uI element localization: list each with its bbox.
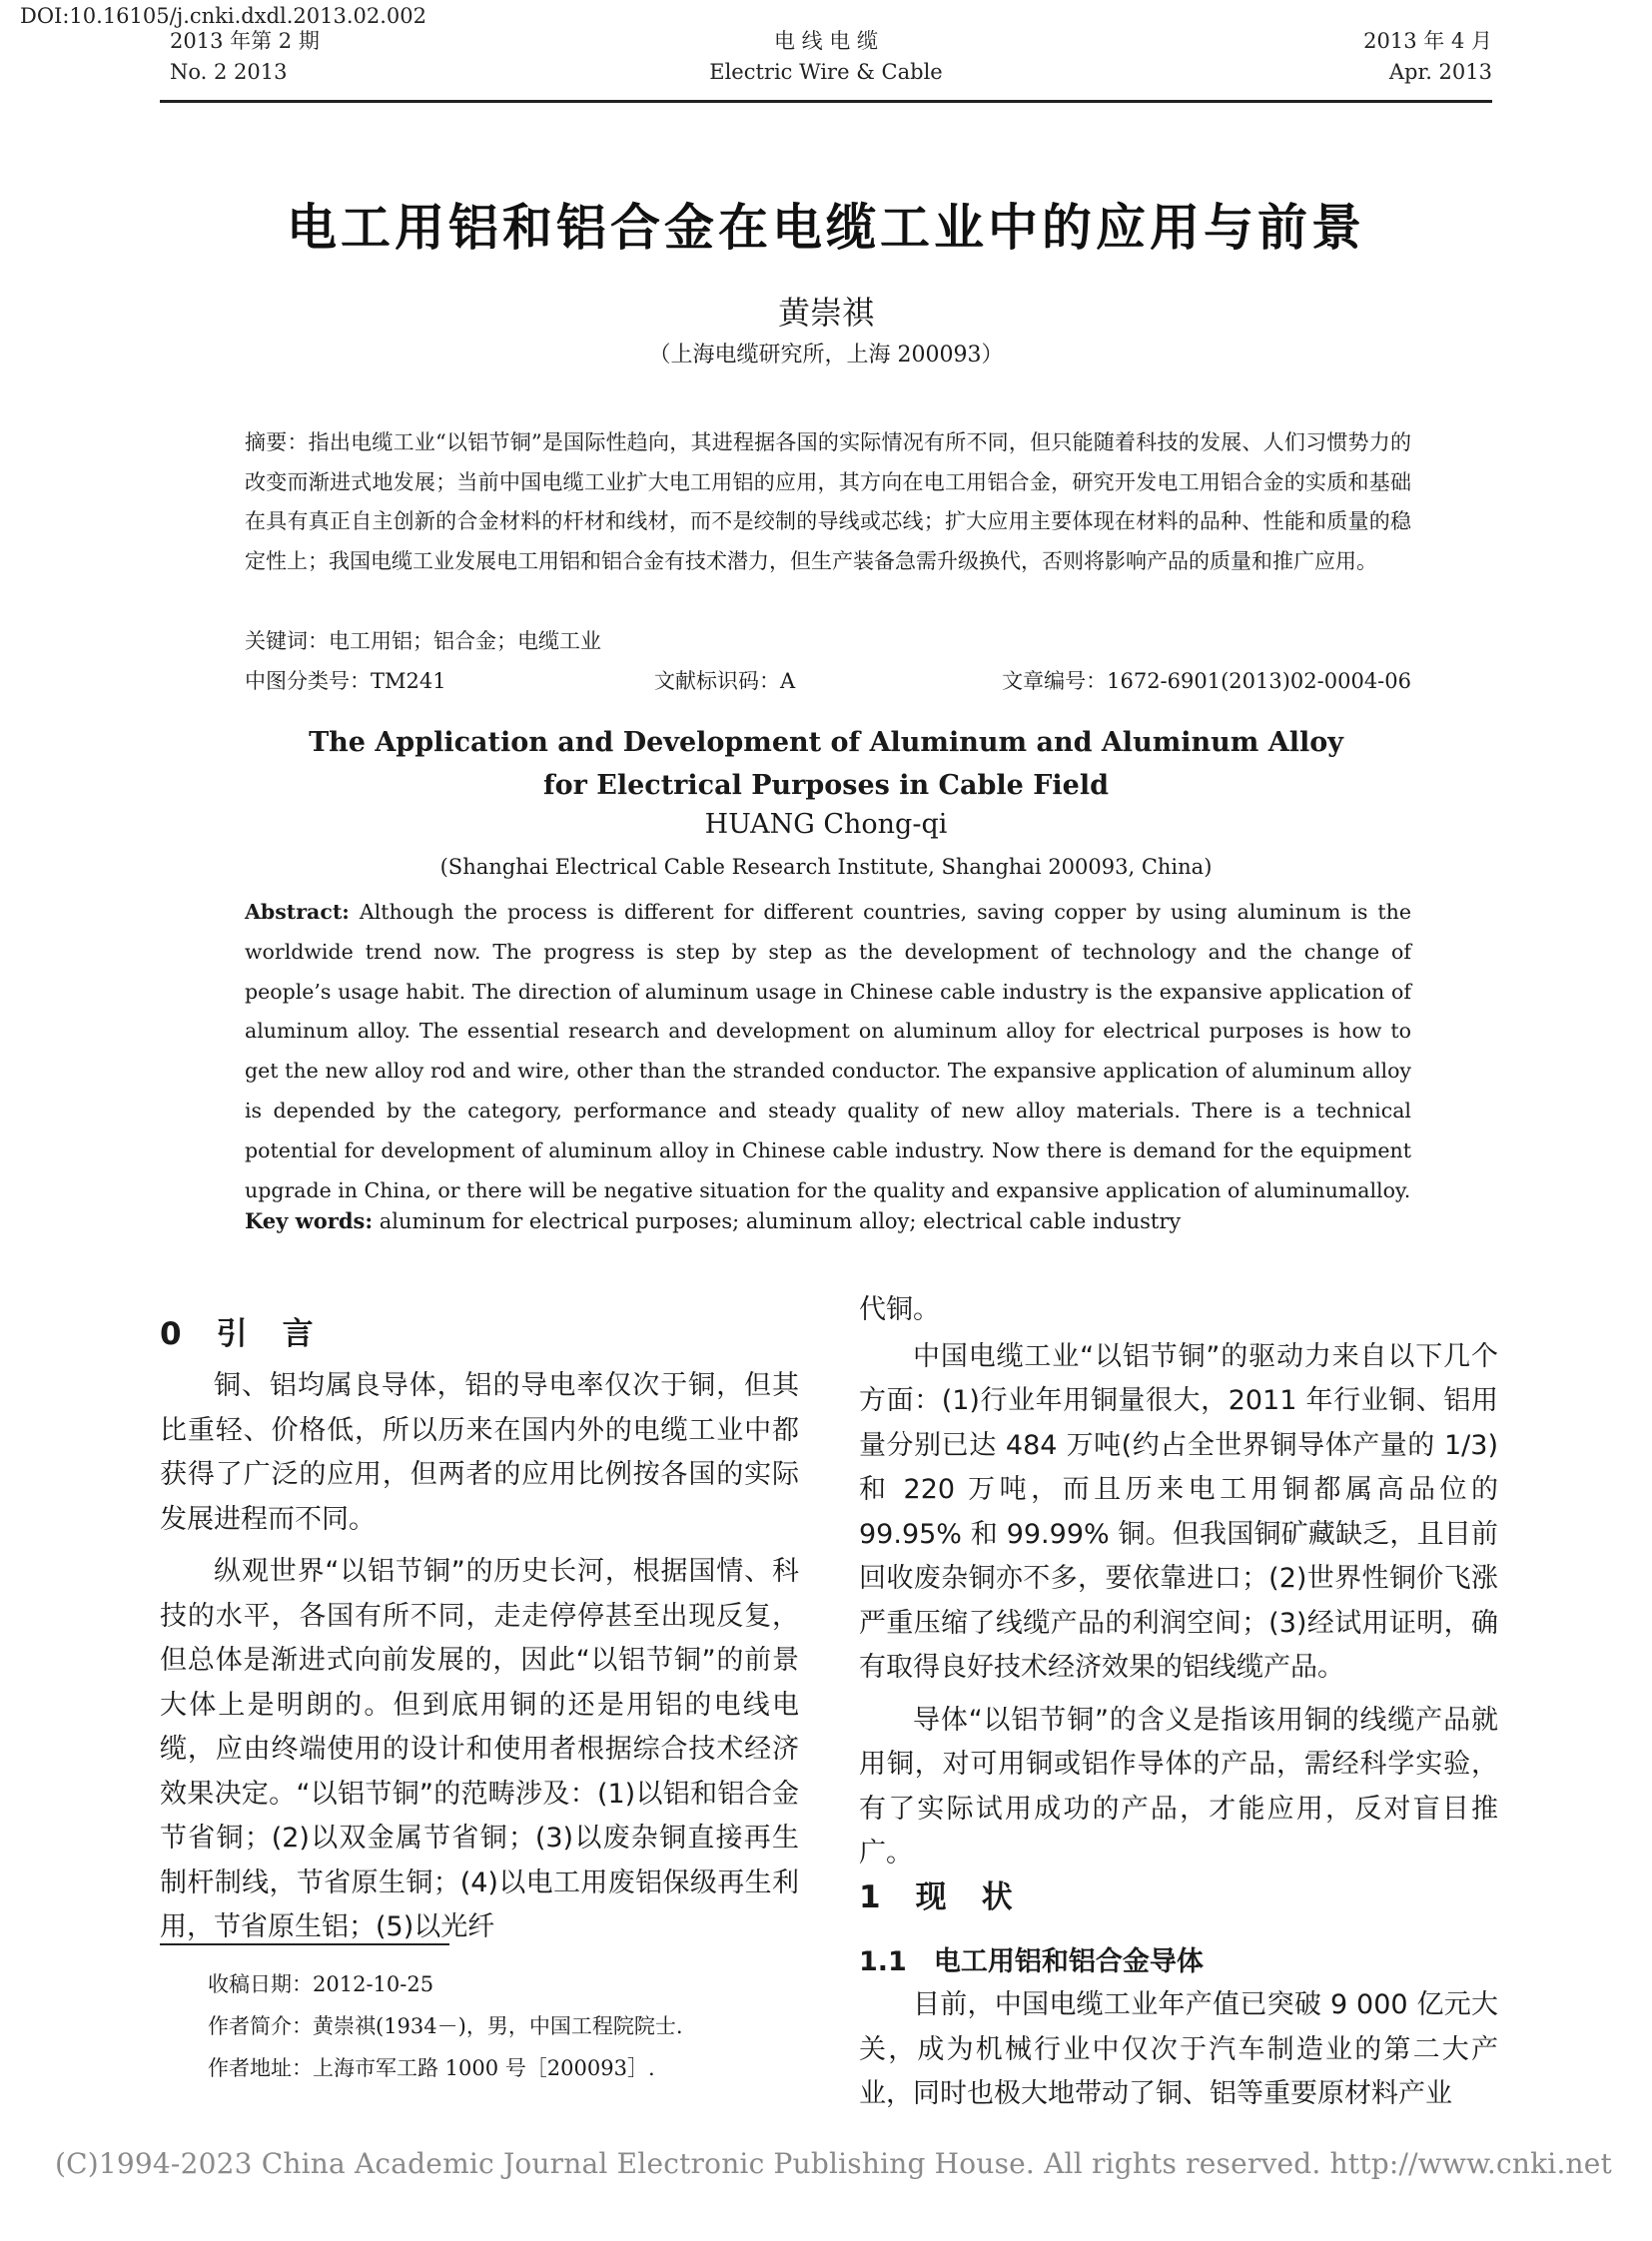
affiliation-cn: （上海电缆研究所，上海 200093） bbox=[648, 343, 1004, 368]
keywords-en-text: aluminum for electrical purposes; aluminum alloy; electrical cable industry bbox=[373, 1209, 1182, 1233]
copyright-watermark: (C)1994-2023 China Academic Journal Electronic Publishing House. All rights reserved. http://www.cnki.net bbox=[55, 2147, 1613, 2180]
abstract-en-label: Abstract: bbox=[245, 900, 350, 924]
paper-title-en-line2: for Electrical Purposes in Cable Field bbox=[543, 770, 1109, 801]
header-journal-cn: 电 线 电 缆 bbox=[773, 29, 879, 53]
author-en: HUANG Chong-qi bbox=[704, 809, 948, 840]
footnote-author-address: 作者地址：上海市军工路 1000 号［200093］. bbox=[208, 2056, 655, 2080]
paper-title-en bbox=[160, 721, 1492, 807]
subsection-1-1-heading: 1.1 电工用铝和铝合金导体 bbox=[859, 1946, 1204, 1977]
keywords-cn: 关键词：电工用铝；铝合金；电缆工业 bbox=[245, 629, 601, 653]
abstract-cn bbox=[245, 423, 1411, 581]
footnote-divider bbox=[160, 1943, 449, 1945]
section-1-heading: 1 现 状 bbox=[859, 1879, 1015, 1915]
clc-number: 中图分类号：TM241 bbox=[245, 669, 446, 693]
left-paragraph-2: 纵观世界“以铝节铜”的历史长河，根据国情、科技的水平，各国有所不同，走走停停甚至出现反复，但总体是渐进式向前发展的，因此“以铝节铜”的前景大体上是明朗的。但到底用铜的还是用铝的电线电缆，应由终端使用的设计和使用者根据综合技术经济效果决定。“以铝节铜”的范畴涉及：(1)以铝和铝合金节省铜；(2)以双金属节省铜；(3)以废杂铜直接再生制杆制线，节省原生铜；(4)以电工用废铝保级再生利用，节省原生铝；(5)以光纤 bbox=[160, 1556, 799, 1942]
paper-title-en-line1: The Application and Development of Aluminum and Aluminum Alloy bbox=[309, 727, 1343, 758]
header-journal-en: Electric Wire & Cable bbox=[709, 60, 943, 84]
header-issue bbox=[170, 26, 320, 88]
section-0-heading: 0 引 言 bbox=[160, 1316, 316, 1352]
right-paragraph-1: 代铜。 bbox=[859, 1294, 940, 1325]
header-date-cn: 2013 年 4 月 bbox=[1363, 29, 1492, 53]
abstract-en bbox=[245, 893, 1411, 1210]
right-paragraph-2: 中国电缆工业“以铝节铜”的驱动力来自以下几个方面：(1)行业年用铜量很大，2011 年行业铜、铝用量分别已达 484 万吨(约占全世界铜导体产量的 1/3)和 220 万吨，而且历来电工用铜都属高品位的 99.95% 和 99.99% 铜。但我国铜矿藏缺乏，且目前回收废杂铜亦不多，要依靠进口；(2)世界性铜价飞涨严重压缩了线缆产品的利润空间；(3)经试用证明，确有取得良好技术经济效果的铝线缆产品。 bbox=[859, 1340, 1498, 1683]
right-column-continued bbox=[859, 1983, 1498, 2117]
doi: DOI:10.16105/j.cnki.dxdl.2013.02.002 bbox=[20, 4, 427, 28]
right-column bbox=[859, 1288, 1498, 1876]
header-journal bbox=[626, 26, 1026, 88]
header-date bbox=[1363, 26, 1492, 88]
footnote-author-bio: 作者简介：黄崇祺(1934－)，男，中国工程院院士. bbox=[208, 2014, 683, 2038]
affiliation-en: (Shanghai Electrical Cable Research Institute, Shanghai 200093, China) bbox=[439, 855, 1213, 879]
doc-code: 文献标识码：A bbox=[654, 669, 796, 693]
right-paragraph-4: 目前，中国电缆工业年产值已突破 9 000 亿元大关，成为机械行业中仅次于汽车制造业的第二大产业，同时也极大地带动了铜、铝等重要原材料产业 bbox=[859, 1989, 1498, 2109]
article-number: 文章编号：1672-6901(2013)02-0004-06 bbox=[1002, 669, 1411, 693]
abstract-en-text: Although the process is different for different countries, saving copper by using aluminum is the worldwide trend now. The progress is step by step as the development of technology and the change of people’s usage habit. The direction of aluminum usage in Chinese cable industry is the expansive application of aluminum alloy. The essential research and development on aluminum alloy for electrical purposes is how to get the new alloy rod and wire, other than the stranded conductor. The expansive application of aluminum alloy is depended by the category, performance and steady quality of new alloy materials. There is a technical potential for development of aluminum alloy in Chinese cable industry. Now there is demand for the equipment upgrade in China, or there will be negative situation for the quality and expansive application of aluminumalloy. bbox=[245, 900, 1411, 1202]
header-issue-cn: 2013 年第 2 期 bbox=[170, 29, 320, 53]
header-date-en: Apr. 2013 bbox=[1388, 60, 1492, 84]
left-paragraph-1: 铜、铝均属良导体，铝的导电率仅次于铜，但其比重轻、价格低，所以历来在国内外的电缆工业中都获得了广泛的应用，但两者的应用比例按各国的实际发展进程而不同。 bbox=[160, 1370, 799, 1535]
footnote-received-date: 收稿日期：2012-10-25 bbox=[208, 1972, 434, 1996]
author-cn: 黄崇祺 bbox=[777, 294, 874, 332]
paper-title-cn: 电工用铝和铝合金在电缆工业中的应用与前景 bbox=[287, 199, 1365, 257]
header-divider bbox=[160, 100, 1492, 103]
keywords-en bbox=[245, 1208, 1181, 1233]
keywords-en-label: Key words: bbox=[245, 1208, 374, 1233]
left-column bbox=[160, 1364, 799, 1950]
header-issue-en: No. 2 2013 bbox=[170, 60, 288, 84]
right-paragraph-3: 导体“以铝节铜”的含义是指该用铜的线缆产品就用铜，对可用铜或铝作导体的产品，需经科学实验，有了实际试用成功的产品，才能应用，反对盲目推广。 bbox=[859, 1704, 1498, 1868]
footnotes bbox=[208, 1963, 683, 2089]
abstract-cn-text: 摘要：指出电缆工业“以铝节铜”是国际性趋向，其进程据各国的实际情况有所不同，但只能随着科技的发展、人们习惯势力的改变而渐进式地发展；当前中国电缆工业扩大电工用铝的应用，其方向在电工用铝合金，研究开发电工用铝合金的实质和基础在具有真正自主创新的合金材料的杆材和线材，而不是绞制的导线或芯线；扩大应用主要体现在材料的品种、性能和质量的稳定性上；我国电缆工业发展电工用铝和铝合金有技术潜力，但生产装备急需升级换代，否则将影响产品的质量和推广应用。 bbox=[245, 430, 1411, 573]
